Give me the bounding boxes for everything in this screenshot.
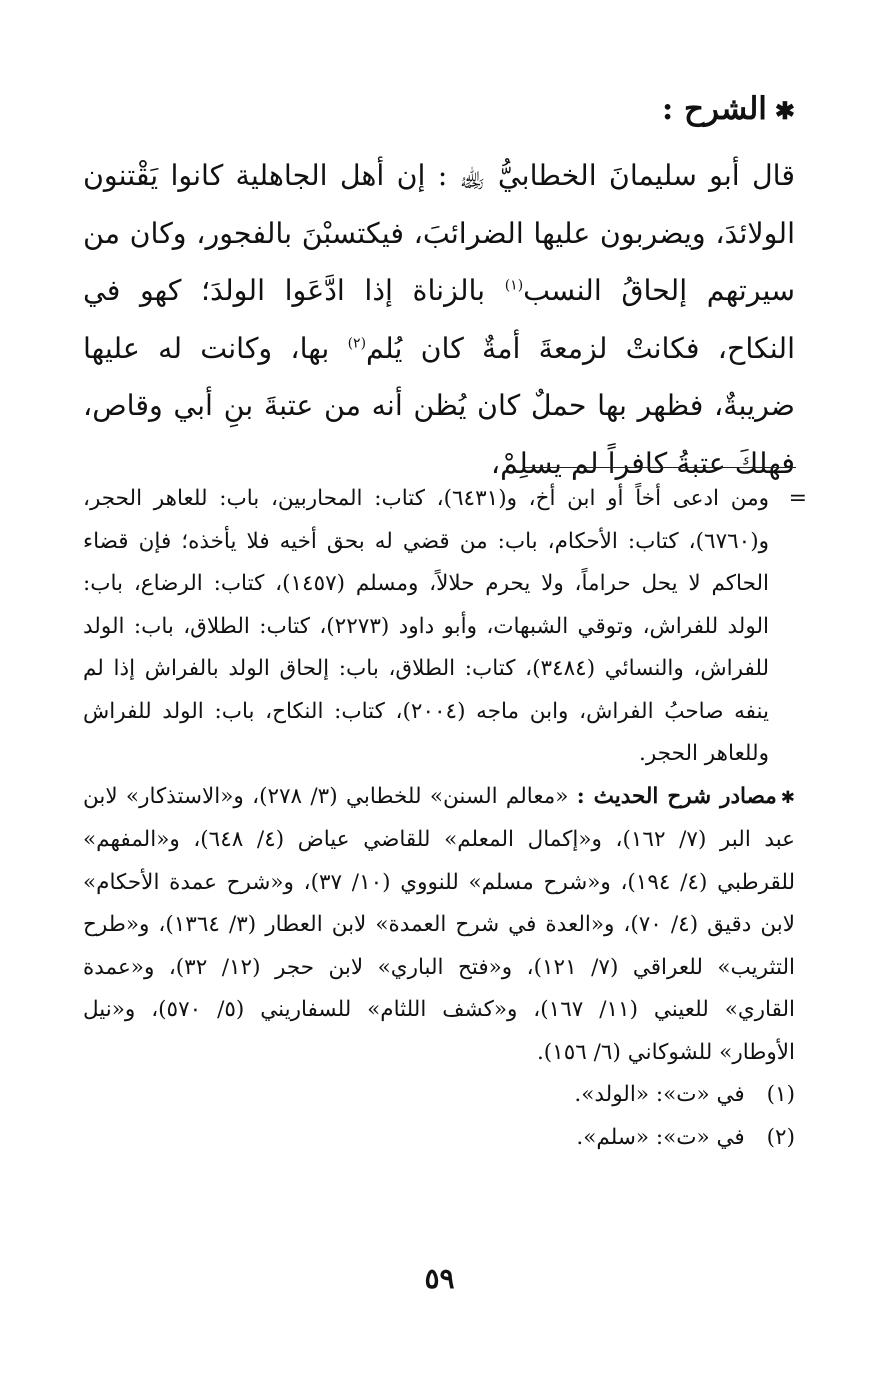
sources-text: «معالم السنن» للخطابي (٣/ ٢٧٨)، و«الاستذكار» لابن عبد البر (٧/ ١٦٢)، و«إكمال المعلم» للقاضي عياض (٤/ ٦٤٨)، و«المفهم» للقرطبي (٤/ ١٩٤)، و«شرح مسلم» للنووي (١٠/ ٣٧)، و«شرح عمدة الأحكام» لابن دقيق (٤/ ٧٠)، و«العدة في شرح العمدة» لابن العطار (٣/ ١٣٦٤)، و«طرح التثريب» للعراقي (٧/ ١٢١)، و«فتح الباري» لابن حجر (١٢/ ٣٢)، و«عمدة القاري» للعيني (١١/ ١٦٧)، و«كشف اللثام» للسفاريني (٥/ ٥٧٠)، و«نيل الأوطار» للشوكاني (٦/ ١٥٦). bbox=[83, 783, 796, 1065]
section-heading bbox=[662, 86, 795, 134]
main-text-part-3: بها، وكانت له عليها ضريبةٌ، فظهر بها حملٌ كان يُظن أنه من عتبةَ بنِ أبي وقاص، فهلكَ عتبةُ كافراً لم يسلِمْ، bbox=[83, 331, 795, 480]
main-text-part-2: بالزناة إذا ادَّعَوا الولدَ؛ كهو في النكاح، فكانتْ لزمعةَ أمةٌ كان يُلم bbox=[83, 274, 795, 365]
main-paragraph bbox=[83, 147, 795, 492]
footnote-item-2 bbox=[83, 1117, 795, 1160]
asterisk-icon: ✱ bbox=[780, 787, 795, 808]
main-text-part-1: قال أبو سليمانَ الخطابيُّ ﵀ : إن أهل الجاهلية كانوا يَقْتنون الولائدَ، ويضربون عليها الضرائبَ، فيكتسبْنَ بالفجور، وكان من سيرتهم إلحاقُ النسب bbox=[83, 159, 795, 307]
footnote-continuation bbox=[83, 478, 807, 776]
footnote-ref-2[interactable]: (٢) bbox=[347, 335, 367, 351]
footnotes-section bbox=[83, 478, 807, 1159]
footnote-number: (١) bbox=[766, 1082, 795, 1107]
footnote-number: (٢) bbox=[766, 1124, 795, 1150]
main-body-text bbox=[83, 147, 795, 492]
footnote-ref-1[interactable]: (١) bbox=[504, 277, 524, 294]
footnote-continuation-text: ومن ادعى أخاً أو ابن أخ، و(٦٤٣١)، كتاب: المحاربين، باب: للعاهر الحجر، و(٦٧٦٠)، كتاب: الأحكام، باب: من قضي له بحق أخيه فلا يأخذه؛ فإن قضاء الحاكم لا يحل حراماً، ولا يحرم حلالاً، ومسلم (١٤٥٧)، كتاب: الرضاع، باب: الولد للفراش، وتوقي الشبهات، وأبو داود (٢٢٧٣)، كتاب: الطلاق، باب: الولد للفراش، والنسائي (٣٤٨٤)، كتاب: الطلاق، باب: إلحاق الولد بالفراش إذا لم ينفه صاحبُ الفراش، وابن ماجه (٢٠٠٤)، كتاب: النكاح، باب: الولد للفراش وللعاهر الحجر. bbox=[83, 486, 770, 766]
sources-label: مصادر شرح الحديث : bbox=[576, 783, 777, 809]
footnote-item-1 bbox=[83, 1074, 795, 1117]
continuation-mark: = bbox=[788, 486, 807, 511]
page-number: ٥٩ bbox=[424, 1262, 455, 1295]
heading-title: الشرح : bbox=[661, 91, 767, 127]
hadith-sources-note bbox=[83, 776, 795, 1075]
asterisk-icon: ✱ bbox=[774, 96, 795, 125]
footnote-divider bbox=[525, 467, 796, 468]
footnote-text: في «ت»: «الولد». bbox=[574, 1082, 745, 1107]
footnote-text: في «ت»: «سلم». bbox=[576, 1124, 745, 1150]
